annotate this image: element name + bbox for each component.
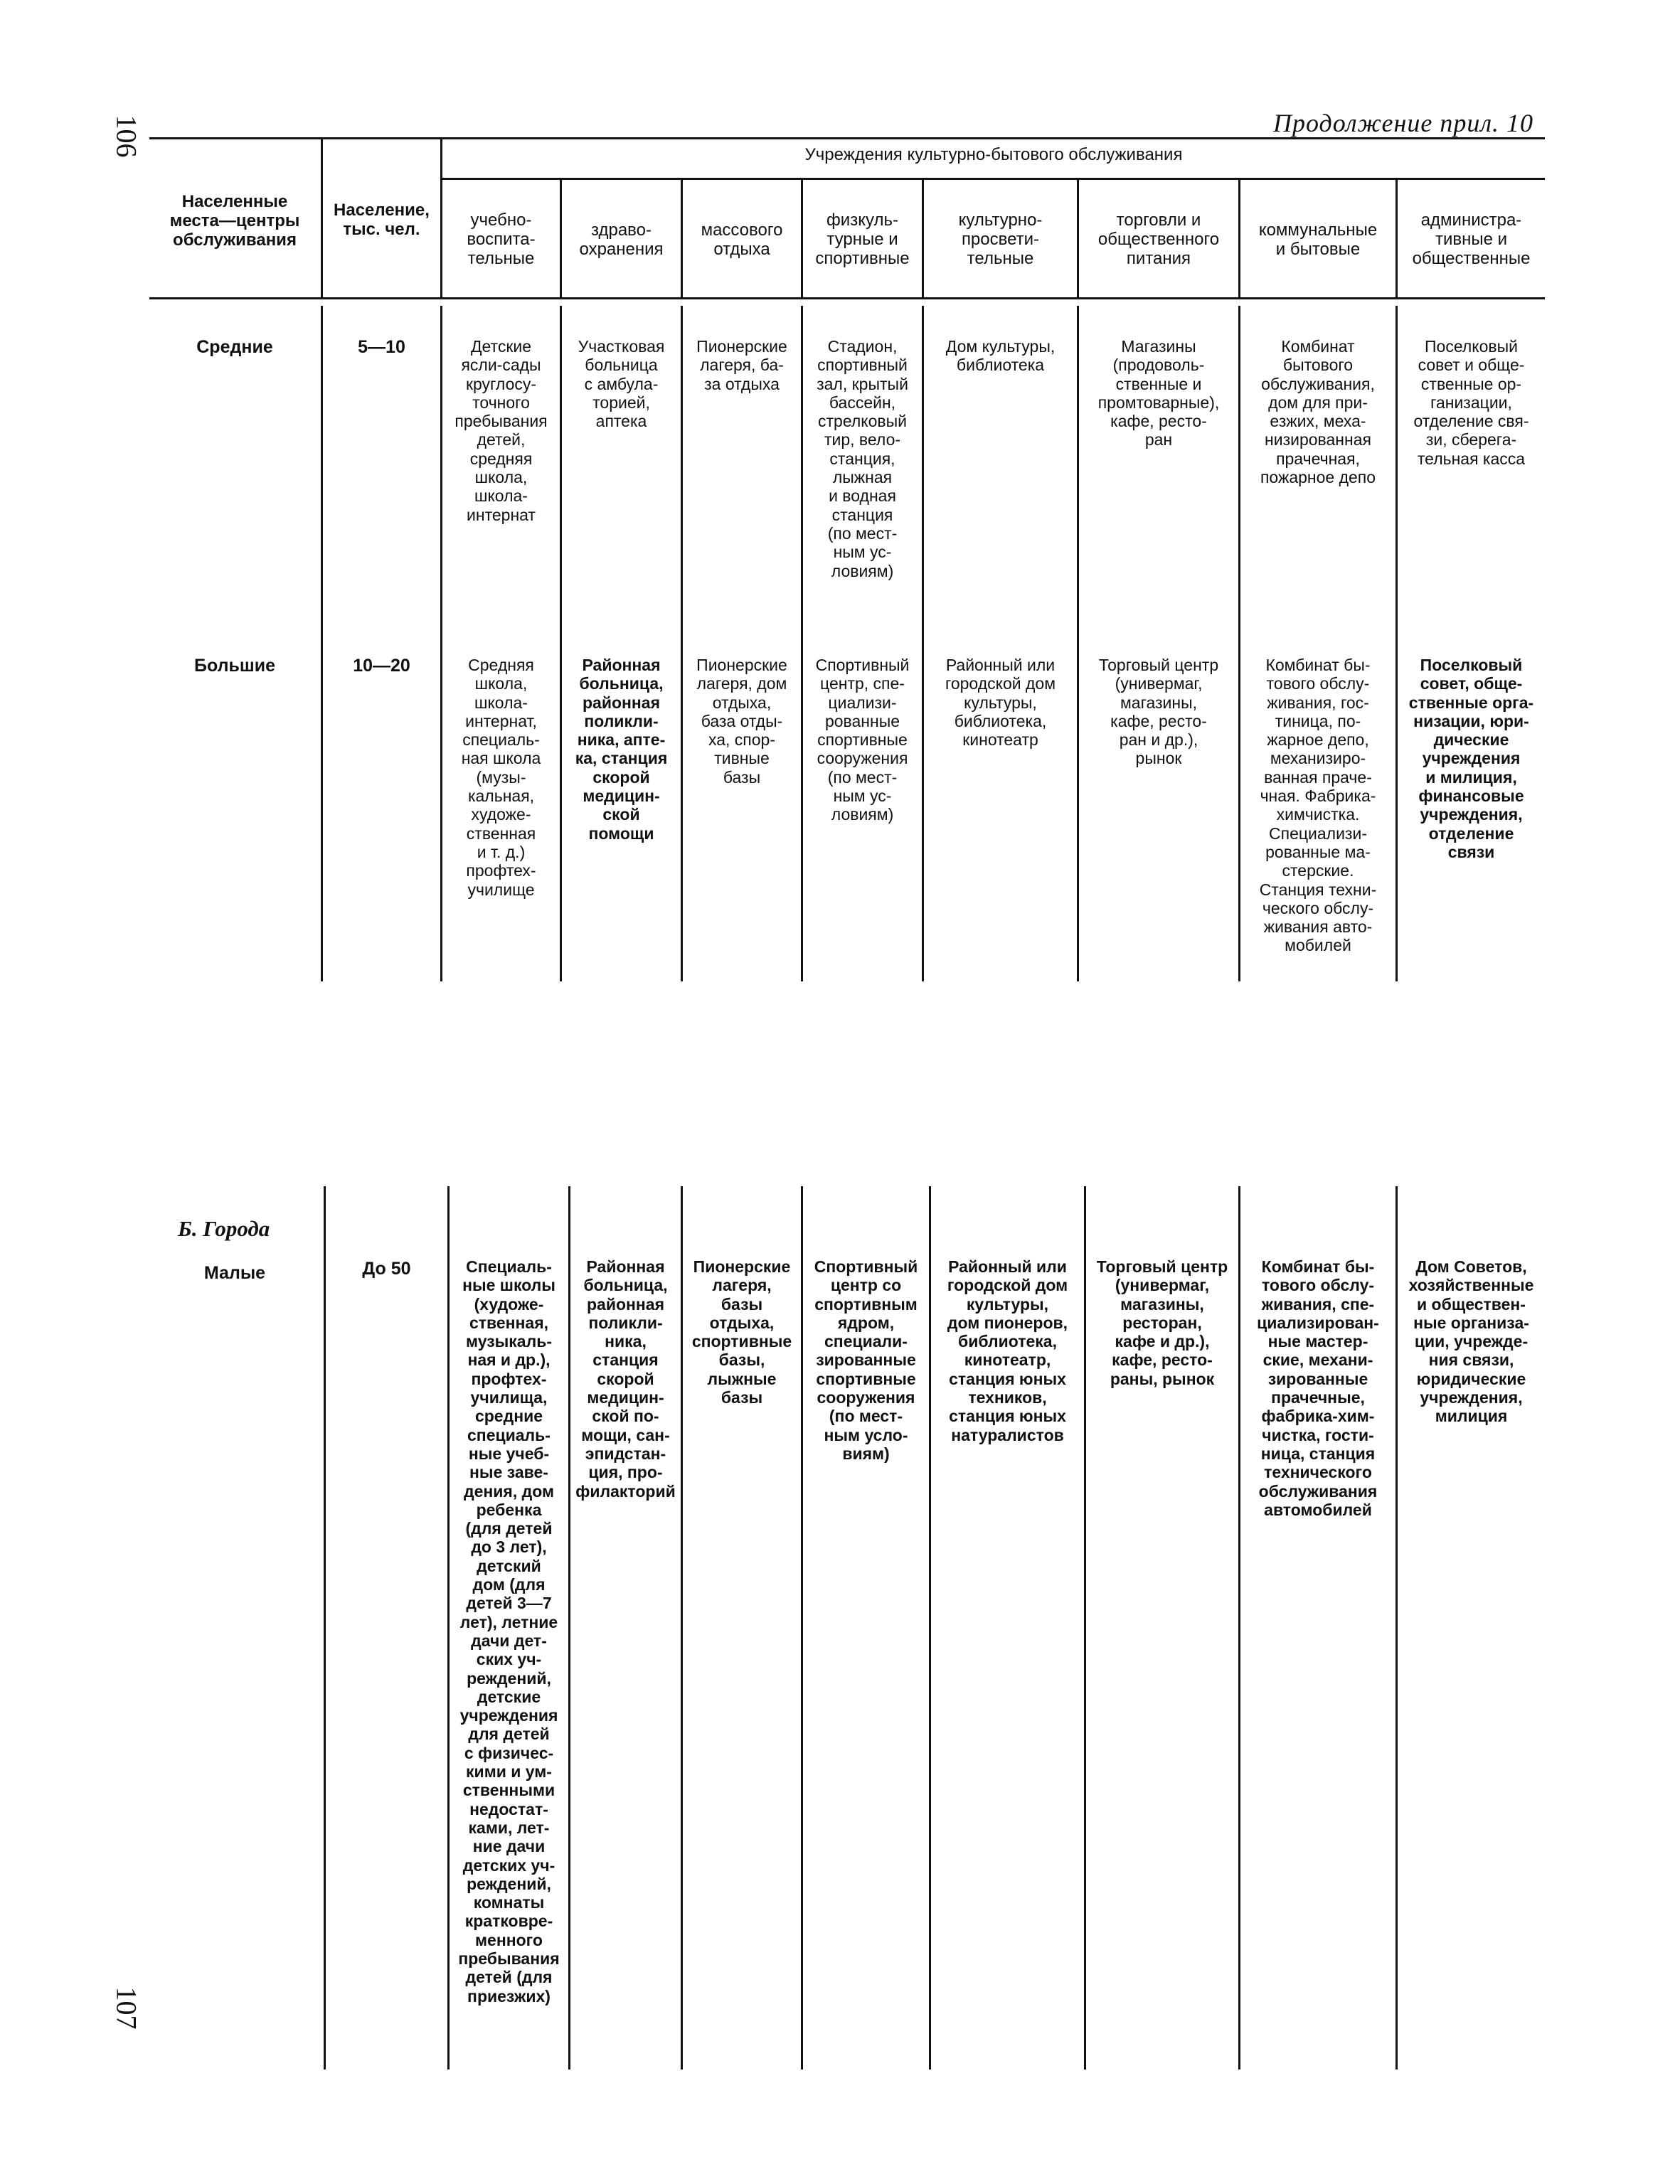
row-population: 5—10 (358, 337, 405, 357)
body-divider (922, 306, 924, 981)
table-cell: Районный или городской дом культуры, дом пионеров, библиотека, кинотеатр, станция юных техников, станция юных натуралистов (947, 1257, 1068, 1444)
table-cell: Пионерские лагеря, ба- за отдыха (696, 337, 787, 393)
body-divider (324, 1186, 326, 2070)
table-cell: Торговый центр (универмаг, магазины, кафе, ресто- ран и др.), рынок (1098, 656, 1219, 768)
header-category-educational: учебно- воспита- тельные (467, 211, 536, 268)
table-cell: Районный или городской дом культуры, библиотека, кинотеатр (945, 656, 1056, 750)
bottom-page-number: 107 (110, 1986, 143, 2030)
table-cell: Районная больница, районная поликли- ника, апте- ка, станция скорой медицин- ской помощи (575, 656, 668, 843)
header-category-sport: физкуль- турные и спортивные (815, 211, 910, 268)
table-cell: Дом Советов, хозяйственные и обществен- ные организа- ции, учрежде- ния связи, юридические учреждения, милиция (1408, 1257, 1534, 1426)
group-header-rule (442, 178, 1545, 180)
table-cell: Районная больница, районная поликли- ника, станция скорой медицин- ской по- мощи, сан- эпидстан- ция, про- филакторий (575, 1257, 676, 1501)
header-category-administrative: администра- тивные и общественные (1412, 211, 1531, 268)
table-cell: Комбинат бытового обслуживания, дом для при- езжих, меха- низированная прачечная, пожарное депо (1260, 337, 1376, 487)
body-divider (681, 306, 683, 981)
table-cell: Комбинат бы- тового обслу- живания, гос- тиница, по- жарное депо, механизиро- ванная праче- чная. Фабрика- химчистка. Специализи- рованные ма- стерские. Станция техни- ческого обслу- живания авто- мобилей (1259, 656, 1377, 955)
continuation-heading: Продолжение прил. 10 (1273, 109, 1534, 137)
row-population: До 50 (362, 1259, 411, 1279)
header-institutions-group: Учреждения культурно-бытового обслуживания (804, 145, 1183, 164)
table-cell: Пионерские лагеря, базы отдыха, спортивные базы, лыжные базы (691, 1257, 792, 1407)
table-cell: Пионерские лагеря, дом отдыха, база отды- ха, спор- тивные базы (696, 656, 787, 787)
row-label: Средние (196, 337, 273, 357)
header-category-trade: торговли и общественного питания (1097, 211, 1220, 268)
table-cell: Дом культуры, библиотека (945, 337, 1056, 375)
table-cell: Комбинат бы- тового обслу- живания, спе- циализирован- ные мастер- ские, механи- зированные прачечные, фабрика-хим- чистка, гости- ница, станция технического обслуживания автомобилей (1257, 1257, 1379, 1519)
row-label: Малые (203, 1263, 266, 1283)
header-settlements: Населенные места—центры обслуживания (169, 192, 300, 250)
header-category-communal: коммунальные и бытовые (1258, 220, 1378, 259)
table-cell: Поселковый совет, обще- ственные орга- низации, юри- дические учреждения и милиция, финансовые учреждения, отделение связи (1408, 656, 1534, 861)
table-cell: Спортивный центр со спортивным ядром, специали- зированные спортивные сооружения (по мест- ным усло- виям) (814, 1257, 918, 1463)
table-top-rule (149, 137, 1545, 139)
header-category-recreation: массового отдыха (701, 220, 783, 259)
row-population: 10—20 (353, 656, 410, 676)
section-heading-cities: Б. Города (178, 1216, 270, 1241)
table-cell: Стадион, спортивный зал, крытый бассейн, стрелковый тир, вело- станция, лыжная и водная станция (по мест- ным ус- ловиям) (817, 337, 908, 580)
header-population: Население, тыс. чел. (334, 201, 430, 239)
body-divider (321, 306, 323, 981)
top-page-number: 106 (110, 114, 143, 158)
header-bottom-rule (149, 297, 1545, 299)
table-cell: Торговый центр (универмаг, магазины, ресторан, кафе и др.), кафе, ресто- раны, рынок (1096, 1257, 1228, 1388)
table-cell: Магазины (продоволь- ственные и промтоварные), кафе, ресто- ран (1097, 337, 1220, 449)
row-label: Большие (194, 656, 275, 676)
header-category-cultural: культурно- просвети- тельные (958, 211, 1043, 268)
table-cell: Специаль- ные школы (художе- ственная, музыкаль- ная и др.), профтех- училища, средние специаль- ные учеб- ные заве- дения, дом ребенка (для детей до 3 лет), детский дом (для детей 3—7 лет), летние дачи дет- ских уч- реждений, детские учреждения для детей с физичес- кими и ум- ственными недостат- ками, лет- ние дачи детских уч- реждений, комнаты кратковре- менного пребывания детей (для приезжих) (458, 1257, 560, 2005)
table-cell: Детские ясли-сады круглосу- точного пребывания детей, средняя школа, школа- интернат (454, 337, 548, 524)
header-category-health: здраво- охранения (579, 220, 664, 259)
table-cell: Поселковый совет и обще- ственные ор- ганизации, отделение свя- зи, сберега- тельная касса (1413, 337, 1529, 468)
table-cell: Спортивный центр, спе- циализи- рованные спортивные сооружения (по мест- ным ус- ловиям) (815, 656, 910, 824)
table-cell: Участковая больница с амбула- торией, аптека (578, 337, 665, 431)
table-cell: Средняя школа, школа- интернат, специаль- ная школа (музы- кальная, художе- ственная и т. д.) профтех- училище (461, 656, 541, 899)
